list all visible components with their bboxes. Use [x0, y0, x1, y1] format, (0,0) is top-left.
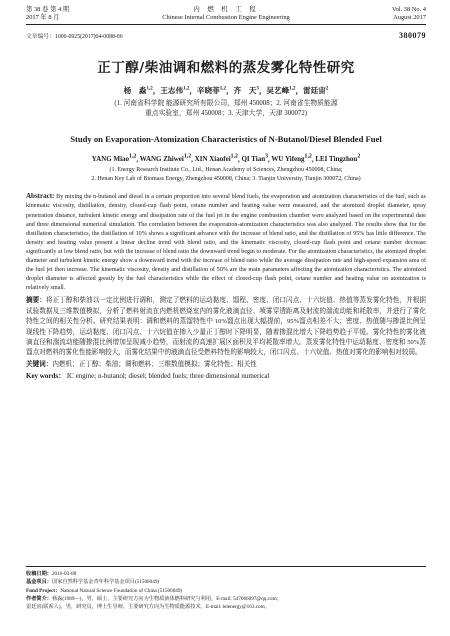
journal-name-cn: 内 燃 机 工 程 — [193, 6, 259, 13]
article-code: 380079 — [399, 31, 426, 40]
author-cn: 王志伟$^{1,2}$ — [160, 86, 190, 95]
date-cn: 2017 年 8 月 — [26, 14, 60, 21]
author-en: QI Tian$^3$ — [241, 154, 269, 164]
affiliation-en-line-1: (1. Energy Research Institute Co., Ltd., Henan Academy of Sciences, Zhengzhou 450008, China; — [109, 167, 343, 174]
header-right — [316, 6, 426, 22]
abstract-cn-text: 将正丁醇和柴油以一定比例进行调和，测定了燃料的运动黏度、馏程、密度、闭口闪点、十六烷值、热值等蒸发雾化特性，并根据试验数据及三维数值模拟，分析了燃料射流在内燃机燃烧室内的雾化液滴直径、喷雾穿透距离及射流的湍流动能和耗散率，并进行了雾化特性之间的相关性分析。研究结果表明：调和燃料的蒸馏特性中 10%馏点出现大幅提前，95%馏点相差不大；密度、热值随与掺混比例呈现线性下降趋势，运动黏度、闭口闪点、十六烷值在掺入少量正丁醇时下降明显，随着掺混比增大下降趋势趋于平缓。雾化特性的雾化液滴直径和湍流动能随掺混比例增加呈现减小趋势，而射流的高速扩展区面积及平均耗散率增大。蒸发雾化特性中运动黏度、密度和 50%蒸馏点对燃料的雾化性能影响较大，而雾化结果中的液滴直径受燃料特性的影响较大，闭口闪点、十六烷值、热值对雾化的影响相对较弱。 — [26, 297, 427, 357]
author-en: LEI Tingzhou$^2$ — [315, 154, 361, 164]
affiliation-cn-line-1: (1. 河南省科学院 能源研究所有限公司，郑州 450008；2. 河南省生物质能源 — [114, 100, 338, 107]
keywords-en — [26, 371, 426, 381]
title-en: Study on Evaporation-Atomization Characteristics of N-Butanol/Diesel Blended Fuel — [70, 134, 382, 144]
author-cn: 辛晓菲$^{1,2}$ — [196, 86, 226, 95]
author-cn: 吴艺峰$^{1,2}$ — [266, 86, 296, 95]
running-header — [26, 6, 426, 25]
volume-en: Vol. 38 No. 4 — [391, 6, 426, 13]
abstract-en-label: Abstract: — [26, 192, 55, 201]
abstract-en-text: By mixing the n-butanol and diesel in a certain proportion into several blend fuels, the evaporation and atomization characteristics of the fuel, such as kinematic viscosity, distillation, density, closed-cup flash point, cetane number and heating value were measured, and the atomized droplet diameter, spray penetration distance, turbulent kinetic energy and dissipation rate of the fuel jet in the engine combustion chamber were analyzed based on the experimental date and three dimensional numerical simulation. The correlation between the evaporation-atomization characteristics was also analyzed. The results show that for the distillation characteristics, the distillation of 10% shows a significant advance with the increase of blend ratio, and the distillation of 95% has little difference. The density and heating value present a linear decline trend with blend ratio, and the kinematic viscosity, closed-cup flash point and cetane number decrease significantly at low blend ratio, but with the increase of blend ratio the downward trend begin to moderate. For the atomization characteristics, the atomized droplet diameter and turbulent kinetic energy show a downward trend with the increase of blend ratio while the average dissipation rate and high-speed expansion area of the fuel jet then increase. The kinematic viscosity, density and distillation of 50% are the main parameters affecting the atomization characteristics. The atomized droplet diameter is affected greatly by the fuel characteristics while the effect of closed-cup flash point, cetane number and heating value on atomization is relatively small. — [26, 194, 426, 292]
author-cn: 杨 淼$^{1,2}$ — [123, 86, 153, 95]
affiliation-cn-line-2: 重点实验室，郑州 450008；3. 天津大学，天津 300072) — [145, 110, 307, 117]
footnote-corresponding: 雷廷宙(联系人)，男，研究员，博士生导师，主要研究方向为生物质能源技术，E-mail: leienergy@163.com。 — [26, 604, 270, 611]
header-center — [136, 6, 316, 22]
article-number: 文章编号：1000-0925(2017)04-0088-06 — [26, 34, 123, 40]
article-number-row — [26, 31, 426, 40]
footnote-fund-en: Fund Project：National Natural Science Foundation of China (51506049) — [26, 587, 183, 594]
keywords-cn — [26, 360, 426, 370]
affiliations-en — [26, 166, 426, 184]
volume-cn: 第 38 卷 第 4 期 — [26, 6, 70, 13]
affiliations-cn — [26, 99, 426, 119]
title-cn: 正丁醇/柴油调和燃料的蒸发雾化特性研究 — [97, 60, 355, 76]
affiliation-en-line-2: 2. Henan Key Lab of Biomass Energy, Zhengzhou 450008, China; 3. Tianjin University, Tianjin 300072, China) — [91, 176, 361, 183]
abstract-en — [26, 192, 426, 293]
footnotes — [26, 566, 426, 611]
author-cn: 雷廷宙$^2$ — [303, 86, 329, 95]
author-en: WU Yifeng$^{1,2}$ — [271, 154, 312, 164]
author-cn: 齐 天$^3$ — [233, 86, 259, 95]
authors-cn: 杨 淼$^{1,2}$，王志伟$^{1,2}$，辛晓菲$^{1,2}$，齐 天$^3$，吴艺峰$^{1,2}$，雷廷宙$^2$ — [123, 86, 329, 95]
date-en: August 2017 — [393, 14, 426, 21]
author-en: WANG Zhiwei$^{1,2}$ — [139, 154, 192, 164]
footnote-received: 收稿日期：2016-03-08 — [26, 571, 77, 577]
keywords-cn-label: 关键词： — [26, 360, 53, 368]
keywords-cn-text: 内燃机；正丁醇；柴油；调和燃料；三维数值模拟；雾化特性；相关性 — [52, 360, 257, 368]
footnote-author: 作者简介：杨淼(1989—)，男，硕士，主要研究方向为生物质液体燃料研究与利用，E-mail: 547066097@qq.com； — [26, 595, 282, 602]
authors-en: YANG Miao$^{1,2}$, WANG Zhiwei$^{1,2}$, XIN Xiaofei$^{1,2}$, QI Tian$^3$, WU Yifeng$^{1,2}$, LEI Tingzhou$^2$ — [91, 154, 361, 164]
author-en: YANG Miao$^{1,2}$ — [91, 154, 137, 164]
footnote-fund-cn: 基金项目：国家自然科学基金青年科学基金项目(51506049) — [26, 579, 160, 586]
header-left — [26, 6, 136, 22]
keywords-en-label: Key words： — [26, 371, 66, 380]
abstract-cn-label: 摘要： — [26, 297, 47, 305]
keywords-en-text: IC engine; n-butanol; diesel; blended fuels; three dimensional numerical — [66, 371, 270, 380]
author-en: XIN Xiaofei$^{1,2}$ — [194, 154, 238, 164]
journal-name-en: Chinese Internal Combustion Engine Engineering — [162, 14, 290, 21]
abstract-cn — [26, 296, 426, 358]
